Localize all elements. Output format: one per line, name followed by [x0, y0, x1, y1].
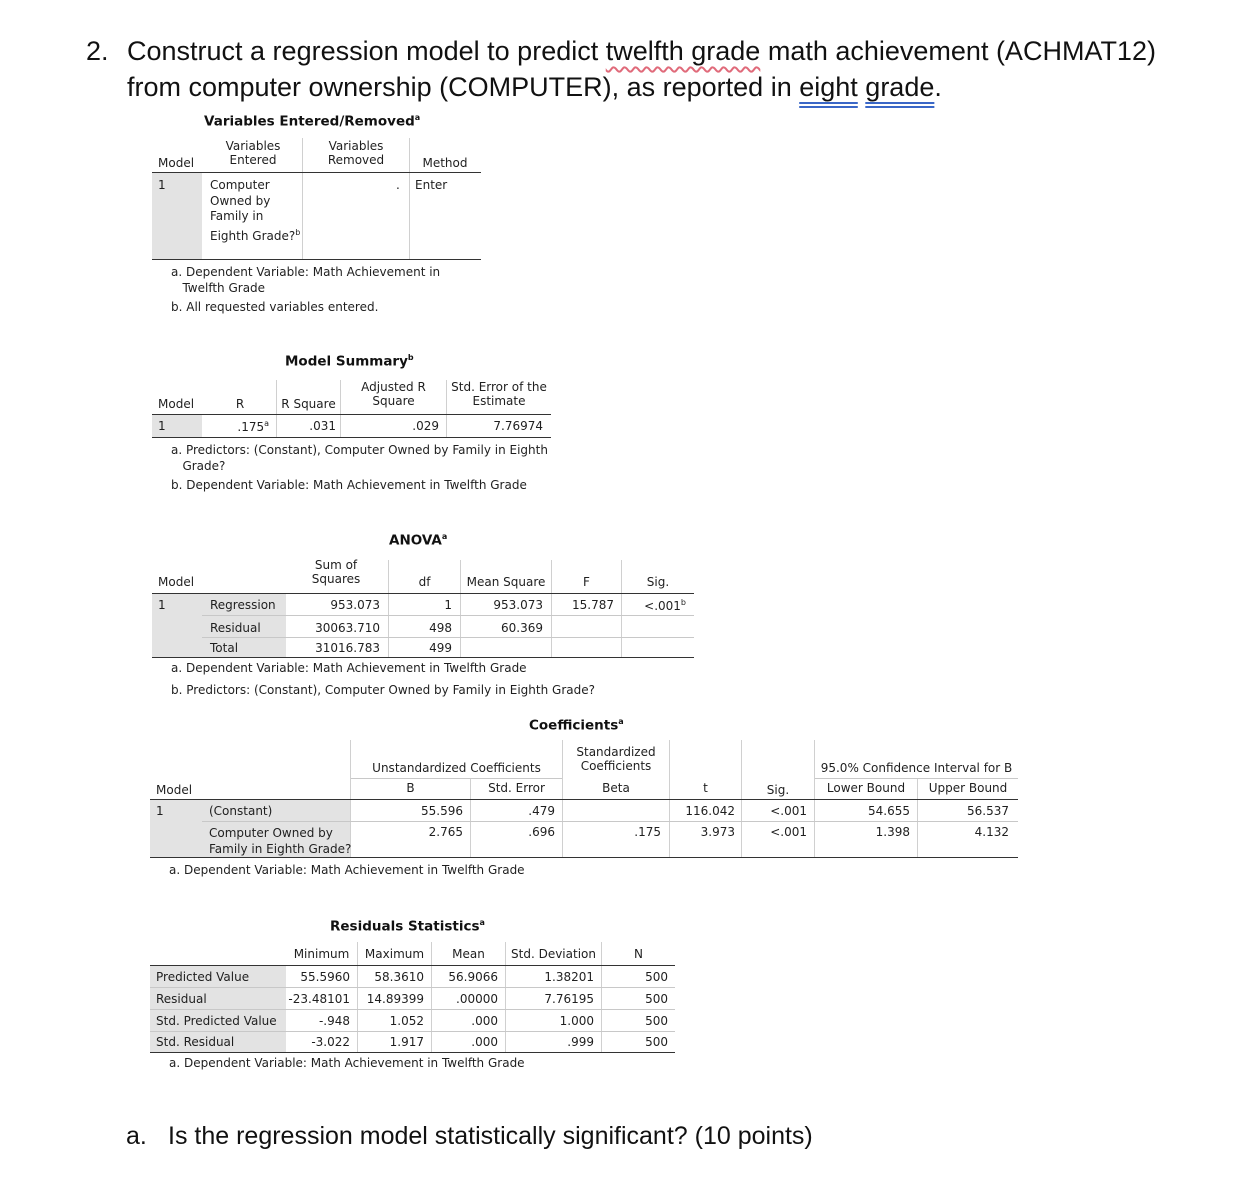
header-beta: Beta — [602, 781, 630, 795]
t-constant: 116.042 — [685, 804, 735, 818]
model-summary-footnote-a: a. Predictors: (Constant), Computer Owned by Family in Eighth Grade? — [171, 443, 548, 473]
model-summary-footnote-b: b. Dependent Variable: Math Achievement in Twelfth Grade — [171, 478, 527, 492]
upper-computer: 4.132 — [974, 825, 1009, 839]
question-text: math achievement (ACHMAT12) — [760, 36, 1156, 66]
coefficients-footnote-a: a. Dependent Variable: Math Achievement in Twelfth Grade — [169, 863, 525, 877]
min-std-residual: -3.022 — [311, 1035, 350, 1049]
df-total: 499 — [429, 641, 452, 655]
header-sum-of-squares: Sum of Squares — [311, 558, 361, 586]
subquestion-letter: a. — [126, 1122, 147, 1150]
ss-total: 31016.783 — [315, 641, 380, 655]
max-std-predicted-value: 1.052 — [389, 1014, 424, 1028]
header-b: B — [406, 781, 415, 795]
anova-title: ANOVA$^a$ — [389, 532, 448, 549]
grammar-underline-text: grade — [865, 72, 935, 102]
f-regression: 15.787 — [572, 598, 614, 612]
ms-regression: 953.073 — [493, 598, 543, 612]
header-f: F — [583, 575, 590, 589]
entered-variable: Computer Owned by Family in Eighth Grade?$^b$ — [210, 178, 301, 243]
sig-constant: <.001 — [770, 804, 807, 818]
row-label-residual: Residual — [156, 992, 207, 1006]
sig-regression: <.001$^b$ — [644, 598, 686, 613]
header-confidence-interval: 95.0% Confidence Interval for B — [820, 761, 1013, 775]
n-std-residual: 500 — [645, 1035, 668, 1049]
header-model: Model — [158, 575, 195, 589]
max-std-residual: 1.917 — [389, 1035, 424, 1049]
row-label-constant: (Constant) — [209, 804, 273, 818]
header-std-deviation: Std. Deviation — [511, 947, 596, 961]
header-lower-bound: Lower Bound — [826, 781, 906, 795]
header-upper-bound: Upper Bound — [928, 781, 1008, 795]
header-standardized: Standardized Coefficients — [576, 745, 656, 773]
min-residual: -23.48101 — [288, 992, 350, 1006]
header-r: R — [235, 397, 245, 411]
sd-std-predicted-value: 1.000 — [559, 1014, 594, 1028]
subquestion-text: Is the regression model statistically significant? (10 points) — [168, 1122, 813, 1150]
mean-residual: .00000 — [456, 992, 498, 1006]
removed-value: . — [396, 178, 400, 192]
model-summary-title: Model Summary$^b$ — [285, 353, 414, 370]
header-std-error: Std. Error — [488, 781, 545, 795]
header-minimum: Minimum — [293, 947, 350, 961]
vars-entered-footnote-b: b. All requested variables entered. — [171, 300, 379, 314]
sig-computer: <.001 — [770, 825, 807, 839]
sd-residual: 7.76195 — [544, 992, 594, 1006]
method-value: Enter — [415, 178, 448, 192]
vars-entered-title: Variables Entered/Removed$^a$ — [204, 113, 421, 130]
residuals-title: Residuals Statistics$^a$ — [330, 918, 485, 935]
question-line-1 — [127, 36, 1156, 67]
row-label-predicted-value: Predicted Value — [156, 970, 250, 984]
upper-constant: 56.537 — [967, 804, 1009, 818]
df-regression: 1 — [444, 598, 452, 612]
lower-constant: 54.655 — [868, 804, 910, 818]
spellcheck-underline-text: twelfth grade — [605, 36, 761, 66]
header-entered: Variables Entered — [225, 139, 281, 167]
row-label-std-predicted-value: Std. Predicted Value — [156, 1014, 277, 1028]
model-number: 1 — [158, 178, 166, 192]
row-label-std-residual: Std. Residual — [156, 1035, 235, 1049]
ss-residual: 30063.710 — [315, 621, 380, 635]
header-method: Method — [422, 156, 468, 170]
question-text: from computer ownership (COMPUTER), as reported in — [127, 72, 800, 102]
row-label-regression: Regression — [210, 598, 276, 612]
anova-footnote-a: a. Dependent Variable: Math Achievement in Twelfth Grade — [171, 661, 527, 675]
residuals-footnote-a: a. Dependent Variable: Math Achievement in Twelfth Grade — [169, 1056, 525, 1070]
max-predicted-value: 58.3610 — [374, 970, 424, 984]
ss-regression: 953.073 — [330, 598, 380, 612]
header-r-square: R Square — [281, 397, 336, 411]
header-model: Model — [158, 397, 195, 411]
adjusted-r-square-value: .029 — [412, 419, 439, 433]
question-prompt — [86, 36, 1186, 116]
header-mean-square: Mean Square — [466, 575, 546, 589]
min-predicted-value: 55.5960 — [300, 970, 350, 984]
header-sig: Sig. — [766, 783, 790, 797]
vars-entered-footnote-a: a. Dependent Variable: Math Achievement in Twelfth Grade — [171, 265, 441, 295]
question-number: 2. — [86, 36, 109, 66]
header-adjusted-r-square: Adjusted R Square — [361, 380, 426, 408]
ms-residual: 60.369 — [501, 621, 543, 635]
model-number: 1 — [158, 419, 166, 433]
mean-predicted-value: 56.9066 — [448, 970, 498, 984]
header-unstandardized: Unstandardized Coefficients — [372, 761, 541, 775]
row-label-residual: Residual — [210, 621, 261, 635]
row-label-computer: Computer Owned by Family in Eighth Grade? — [209, 826, 352, 856]
header-removed: Variables Removed — [327, 139, 385, 167]
model-number: 1 — [158, 598, 166, 612]
r-square-value: .031 — [309, 419, 336, 433]
anova-footnote-b: b. Predictors: (Constant), Computer Owned by Family in Eighth Grade? — [171, 683, 595, 697]
header-model: Model — [158, 156, 195, 170]
beta-computer: .175 — [634, 825, 661, 839]
header-n: N — [634, 947, 643, 961]
se-constant: .479 — [528, 804, 555, 818]
lower-computer: 1.398 — [875, 825, 910, 839]
question-text: Construct a regression model to predict — [127, 36, 606, 66]
subquestion — [126, 1122, 1026, 1158]
b-constant: 55.596 — [421, 804, 463, 818]
n-std-predicted-value: 500 — [645, 1014, 668, 1028]
mean-std-predicted-value: .000 — [471, 1014, 498, 1028]
header-maximum: Maximum — [364, 947, 425, 961]
min-std-predicted-value: -.948 — [318, 1014, 350, 1028]
df-residual: 498 — [429, 621, 452, 635]
grammar-underline-text: eight — [799, 72, 858, 102]
question-text: . — [934, 72, 942, 102]
model-number: 1 — [156, 804, 164, 818]
sd-std-residual: .999 — [567, 1035, 594, 1049]
header-sig: Sig. — [646, 575, 670, 589]
t-computer: 3.973 — [700, 825, 735, 839]
coefficients-title: Coefficients$^a$ — [529, 717, 624, 734]
sd-predicted-value: 1.38201 — [544, 970, 594, 984]
mean-std-residual: .000 — [471, 1035, 498, 1049]
header-std-error: Std. Error of the Estimate — [451, 380, 547, 408]
se-computer: .696 — [528, 825, 555, 839]
b-computer: 2.765 — [428, 825, 463, 839]
r-value: .175$^a$ — [237, 419, 269, 434]
header-model: Model — [156, 783, 193, 797]
header-df: df — [418, 575, 431, 589]
n-predicted-value: 500 — [645, 970, 668, 984]
n-residual: 500 — [645, 992, 668, 1006]
header-t: t — [703, 781, 708, 795]
header-mean: Mean — [452, 947, 485, 961]
question-line-2 — [127, 72, 942, 103]
max-residual: 14.89399 — [366, 992, 424, 1006]
row-label-total: Total — [210, 641, 239, 655]
std-error-value: 7.76974 — [493, 419, 543, 433]
